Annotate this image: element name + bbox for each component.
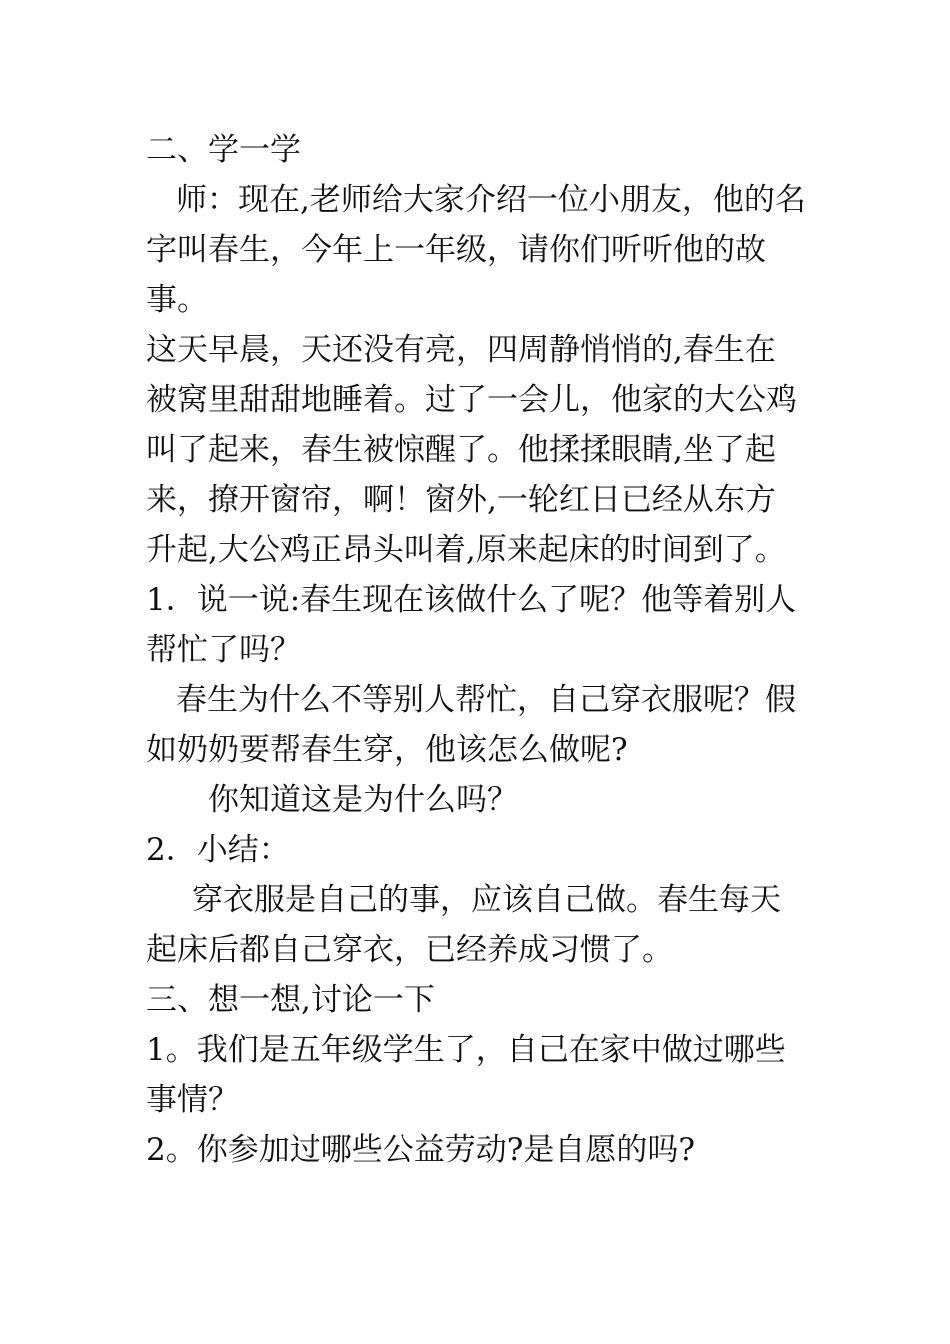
question-why-paragraph: 春生为什么不等别人帮忙，自己穿衣服呢？假如奶奶要帮春生穿，他该怎么做呢? (146, 682, 796, 768)
section-heading-discuss: 三、想一想,讨论一下 (146, 982, 435, 1018)
question-1-paragraph: 1．说一说:春生现在该做什么了呢？他等着别人帮忙了吗？ (146, 582, 797, 668)
question-reason-paragraph: 你知道这是为什么吗？ (208, 782, 518, 818)
discussion-question-2: 2。你参加过哪些公益劳动?是自愿的吗? (146, 1132, 695, 1168)
discussion-question-1: 1。我们是五年级学生了，自己在家中做过哪些事情？ (146, 1032, 786, 1118)
document-body (146, 125, 806, 1175)
section-heading-learn: 二、学一学 (146, 132, 301, 168)
story-paragraph: 这天早晨，天还没有亮，四周静悄悄的,春生在被窝里甜甜地睡着。过了一会儿，他家的大公鸡叫了起来，春生被惊醒了。他揉揉眼睛,坐了起来，撩开窗帘，啊！窗外,一轮红日已经从东方升起,大公鸡正昂头叫着,原来起床的时间到了。 (146, 332, 797, 568)
summary-paragraph: 穿衣服是自己的事，应该自己做。春生每天起床后都自己穿衣，已经养成习惯了。 (146, 882, 781, 968)
summary-heading: 2．小结： (146, 832, 290, 868)
teacher-intro-paragraph: 师：现在,老师给大家介绍一位小朋友，他的名字叫春生，今年上一年级，请你们听听他的故事。 (146, 182, 806, 318)
